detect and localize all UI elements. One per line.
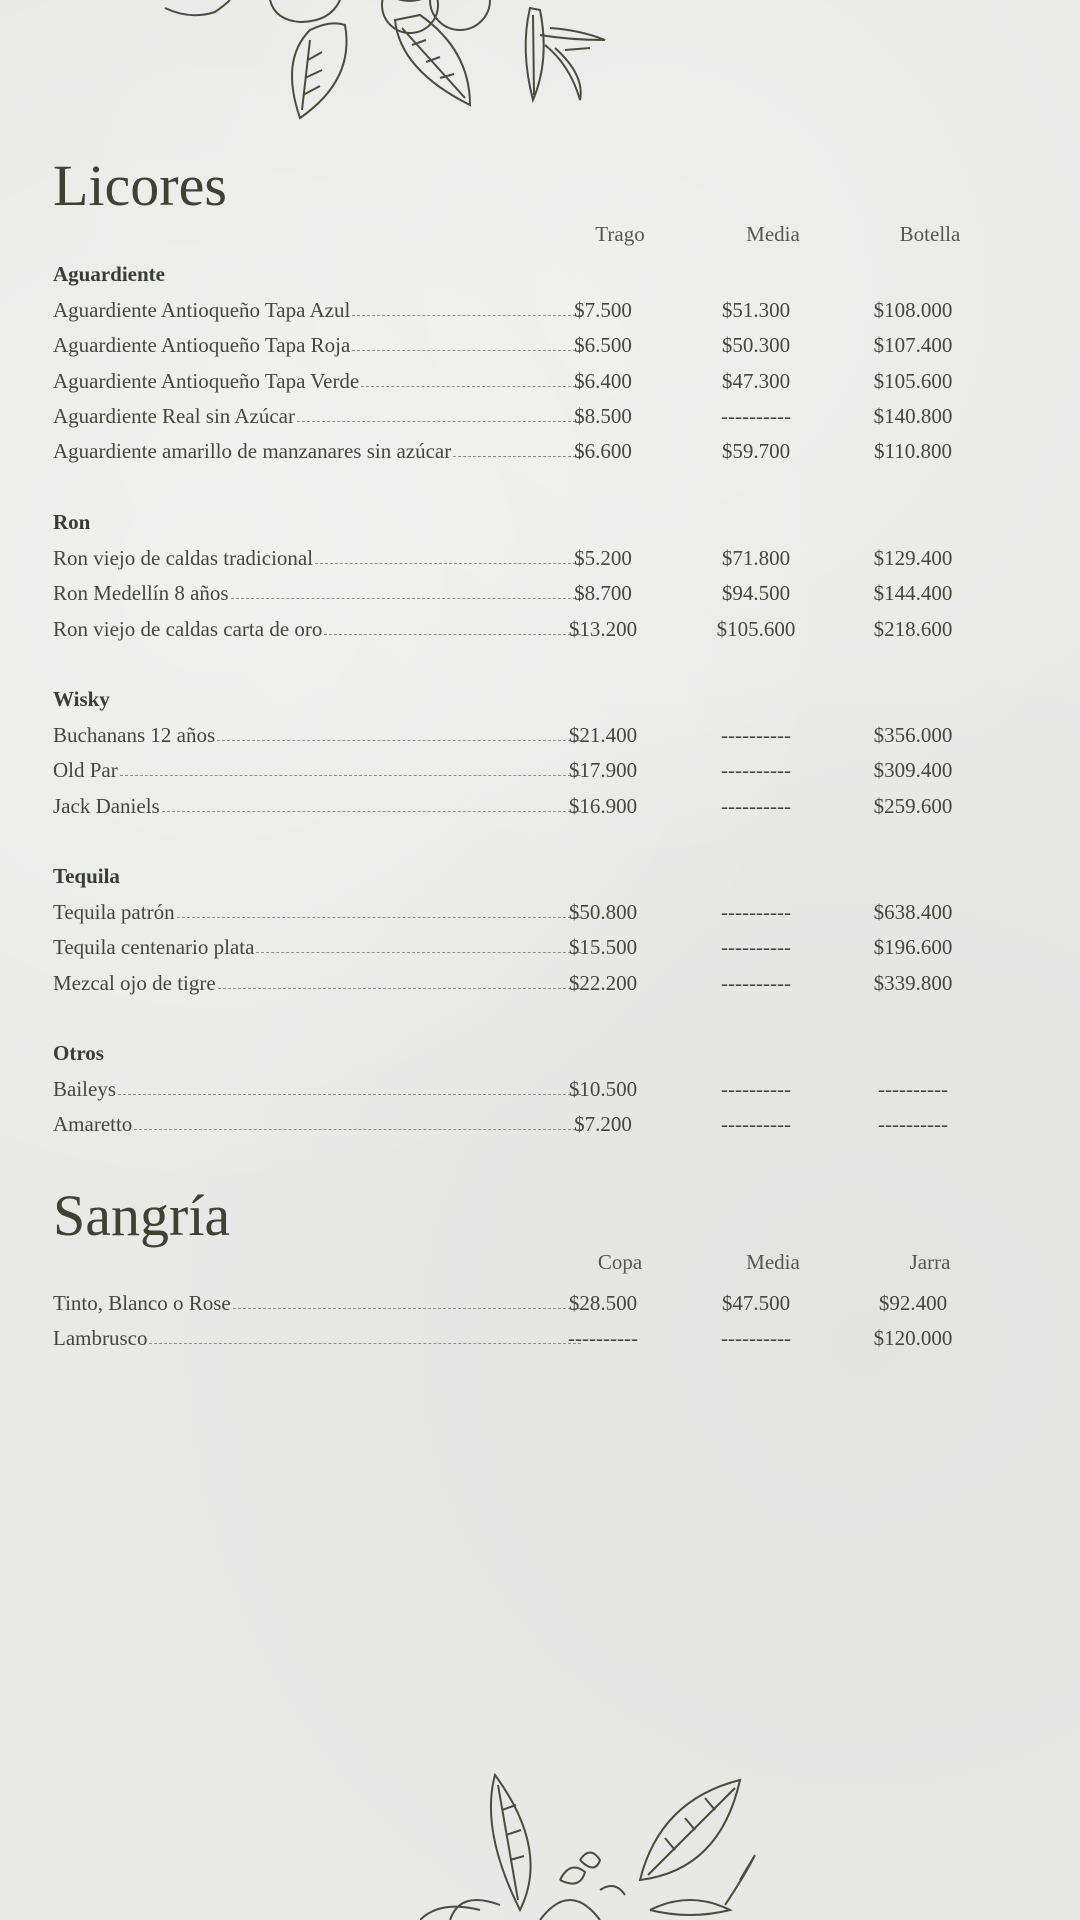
dotted-leader (217, 723, 581, 741)
col-head-media: Media (746, 1250, 800, 1274)
dotted-leader (233, 1291, 581, 1309)
price-media: $105.600 (716, 617, 796, 641)
menu-row (53, 900, 993, 930)
col-head-botella: Botella (899, 222, 961, 246)
price-trago: $6.600 (574, 439, 632, 463)
menu-row (53, 723, 993, 753)
price-botella: $107.400 (873, 333, 953, 357)
leaf-branch-illustration-icon (420, 1760, 840, 1920)
menu-row (53, 581, 993, 611)
price-media: ---------- (721, 794, 791, 818)
licores-title: Licores (53, 153, 227, 218)
price-botella: $144.400 (873, 581, 953, 605)
item-name: Tequila patrón (53, 900, 175, 924)
price-media: ---------- (721, 935, 791, 959)
item-name: Aguardiente Antioqueño Tapa Azul (53, 298, 351, 322)
price-media: $71.800 (721, 546, 791, 570)
menu-row (53, 971, 993, 1001)
price-trago: $13.200 (568, 617, 638, 641)
price-trago: $8.500 (574, 404, 632, 428)
price-trago: $8.700 (574, 581, 632, 605)
price-botella: $105.600 (873, 369, 953, 393)
price-trago: $7.500 (574, 298, 632, 322)
price-botella: $108.000 (873, 298, 953, 322)
dotted-leader (218, 971, 581, 989)
item-name: Lambrusco (53, 1326, 148, 1350)
item-name: Old Par (53, 758, 118, 782)
lemon-branch-illustration-icon (150, 0, 630, 125)
menu-row (53, 298, 993, 328)
menu-row (53, 333, 993, 363)
price-trago: $17.900 (568, 758, 638, 782)
price-trago: $7.200 (574, 1112, 632, 1136)
price-media: ---------- (721, 1112, 791, 1136)
menu-row (53, 617, 993, 647)
col-head-trago: Trago (595, 222, 645, 246)
price-trago: $6.400 (574, 369, 632, 393)
menu-row (53, 369, 993, 399)
item-name: Jack Daniels (53, 794, 160, 818)
group-label-wisky: Wisky (53, 687, 110, 711)
price-botella: $196.600 (873, 935, 953, 959)
price-botella: $140.800 (873, 404, 953, 428)
item-name: Buchanans 12 años (53, 723, 216, 747)
group-label-otros: Otros (53, 1041, 104, 1065)
item-name: Aguardiente amarillo de manzanares sin azúcar (53, 439, 452, 463)
price-botella: $339.800 (873, 971, 953, 995)
price-trago: $16.900 (568, 794, 638, 818)
dotted-leader (120, 758, 581, 776)
price-media: ---------- (721, 1077, 791, 1101)
item-name: Tequila centenario plata (53, 935, 255, 959)
menu-row (53, 1291, 993, 1321)
dotted-leader (149, 1326, 581, 1344)
sangria-title: Sangría (53, 1183, 231, 1248)
item-name: Ron viejo de caldas carta de oro (53, 617, 323, 641)
price-jarra: $92.400 (878, 1291, 948, 1315)
menu-row (53, 546, 993, 576)
price-trago: $6.500 (574, 333, 632, 357)
price-botella: $638.400 (873, 900, 953, 924)
price-media: $47.300 (721, 369, 791, 393)
price-botella: $110.800 (874, 439, 952, 463)
item-name: Aguardiente Real sin Azúcar (53, 404, 295, 428)
col-head-jarra: Jarra (909, 1250, 951, 1274)
menu-row (53, 935, 993, 965)
price-media: $59.700 (721, 439, 791, 463)
price-media: $51.300 (721, 298, 791, 322)
price-media: $50.300 (721, 333, 791, 357)
menu-row (53, 1077, 993, 1107)
price-copa: ---------- (568, 1326, 638, 1350)
price-trago: $50.800 (568, 900, 638, 924)
item-name: Baileys (53, 1077, 116, 1101)
price-media: $47.500 (721, 1291, 791, 1315)
price-copa: $28.500 (568, 1291, 638, 1315)
group-label-ron: Ron (53, 510, 91, 534)
dotted-leader (177, 900, 581, 918)
price-botella: $309.400 (873, 758, 953, 782)
price-botella: ---------- (878, 1112, 948, 1136)
price-trago: $22.200 (568, 971, 638, 995)
price-trago: $5.200 (574, 546, 632, 570)
menu-row (53, 794, 993, 824)
price-botella: $259.600 (873, 794, 953, 818)
item-name: Tinto, Blanco o Rose (53, 1291, 231, 1315)
col-head-media: Media (746, 222, 800, 246)
dotted-leader (162, 794, 581, 812)
price-media: ---------- (721, 404, 791, 428)
menu-row (53, 404, 993, 434)
item-name: Amaretto (53, 1112, 133, 1136)
group-label-tequila: Tequila (53, 864, 120, 888)
price-botella: $356.000 (873, 723, 953, 747)
price-media: ---------- (721, 758, 791, 782)
price-media: ---------- (721, 723, 791, 747)
item-name: Ron Medellín 8 años (53, 581, 229, 605)
price-botella: $129.400 (873, 546, 953, 570)
group-label-aguardiente: Aguardiente (53, 262, 165, 286)
price-botella: $218.600 (873, 617, 953, 641)
item-name: Mezcal ojo de tigre (53, 971, 216, 995)
menu-row (53, 758, 993, 788)
menu-row (53, 1112, 993, 1142)
dotted-leader (134, 1112, 581, 1130)
price-media: ---------- (721, 971, 791, 995)
price-jarra: $120.000 (873, 1326, 953, 1350)
price-media: $94.500 (721, 581, 791, 605)
item-name: Aguardiente Antioqueño Tapa Verde (53, 369, 360, 393)
menu-row (53, 1326, 993, 1356)
item-name: Aguardiente Antioqueño Tapa Roja (53, 333, 351, 357)
price-botella: ---------- (878, 1077, 948, 1101)
menu-row (53, 439, 993, 469)
price-media: ---------- (721, 900, 791, 924)
price-trago: $21.400 (568, 723, 638, 747)
dotted-leader (118, 1077, 581, 1095)
item-name: Ron viejo de caldas tradicional (53, 546, 314, 570)
price-trago: $10.500 (568, 1077, 638, 1101)
col-head-copa: Copa (597, 1250, 643, 1274)
dotted-leader (231, 581, 581, 599)
price-trago: $15.500 (568, 935, 638, 959)
price-media: ---------- (721, 1326, 791, 1350)
